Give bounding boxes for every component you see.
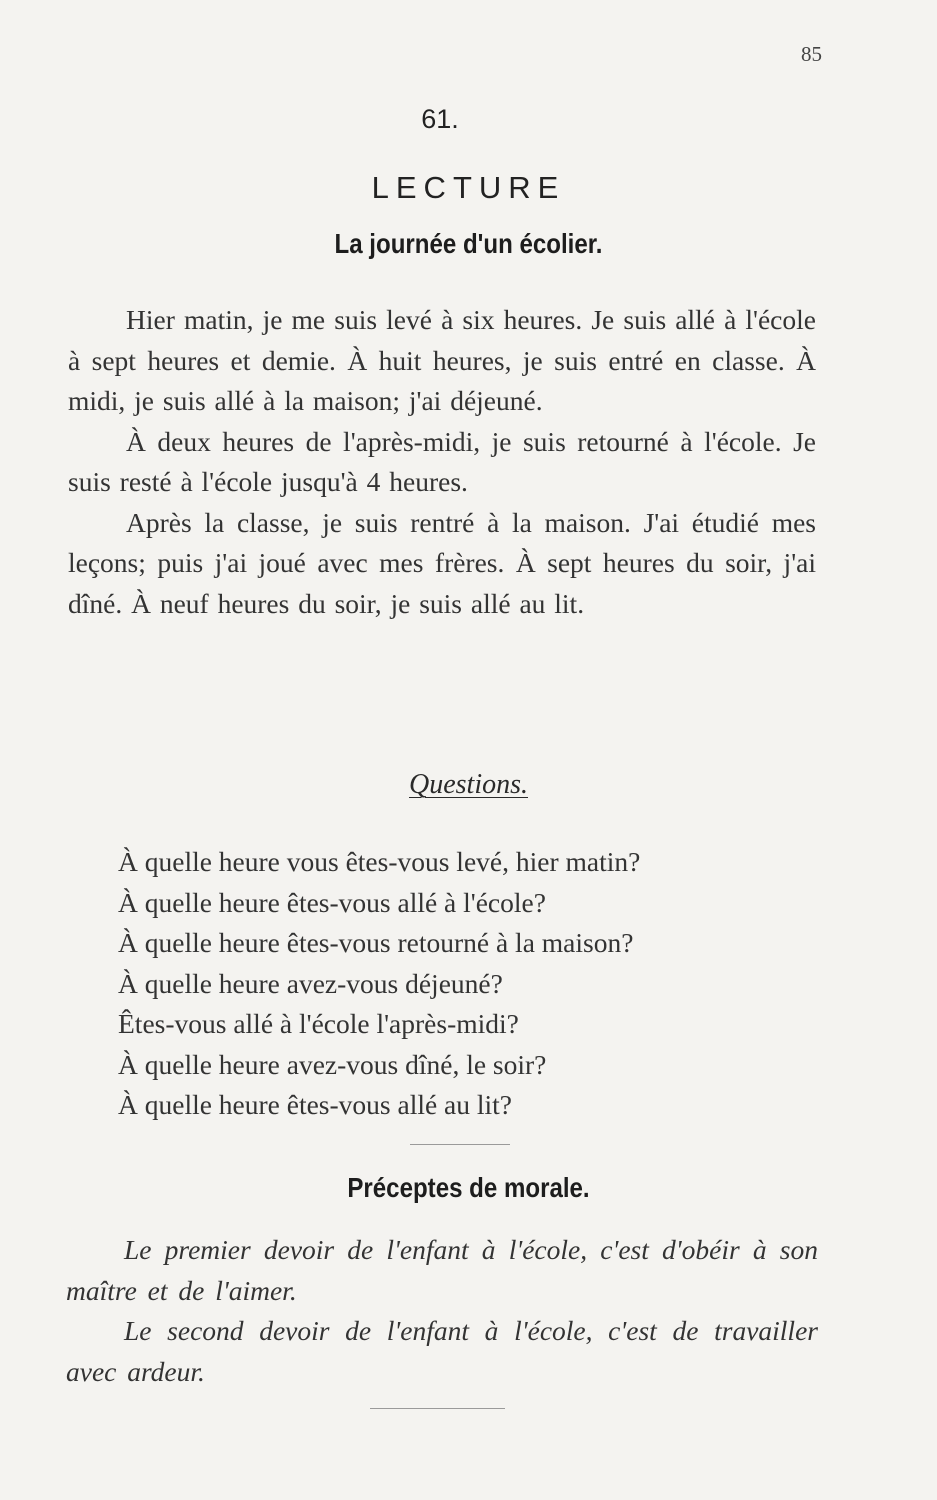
reading-paragraph: Hier matin, je me suis levé à six heures. Je suis allé à l'école à sept heures et demie. À huit heures, je suis entré en classe. À midi, je suis allé à la maison; j'ai déjeuné. [68,304,816,416]
question-item: À quelle heure êtes-vous retourné à la maison? [118,927,634,958]
page-number: 85 [801,42,822,66]
question-item: À quelle heure êtes-vous allé à l'école? [118,886,546,918]
reading-text [68,300,816,624]
questions-heading: Questions. [409,769,528,800]
reading-title: La journée d'un écolier. [334,228,603,259]
question-item: À quelle heure êtes-vous allé au lit? [118,1089,513,1120]
questions-list [118,842,828,1126]
end-divider [370,1408,505,1409]
question-item: À quelle heure vous êtes-vous levé, hier matin? [118,846,641,877]
moral-precept: Le second devoir de l'enfant à l'école, c'est de travailler avec ardeur. [66,1315,818,1387]
moral-precept: Le premier devoir de l'enfant à l'école, c'est d'obéir à son maître et de l'aimer. [66,1234,818,1306]
section-divider [410,1144,510,1145]
morals-text [66,1230,818,1392]
reading-paragraph: À deux heures de l'après-midi, je suis retourné à l'école. Je suis resté à l'école jusqu'à 4 heures. [68,425,816,497]
section-label: LECTURE [371,170,566,205]
question-item: À quelle heure avez-vous dîné, le soir? [118,1048,547,1080]
lesson-number: 61. [421,104,459,134]
reading-paragraph: Après la classe, je suis rentré à la maison. J'ai étudié mes leçons; puis j'ai joué avec mes frères. À sept heures du soir, j'ai dîné. À neuf heures du soir, je suis allé au lit. [68,506,816,619]
morals-title: Préceptes de morale. [347,1172,590,1203]
question-item: À quelle heure avez-vous déjeuné? [118,967,503,999]
question-item: Êtes-vous allé à l'école l'après-midi? [118,1008,519,1039]
